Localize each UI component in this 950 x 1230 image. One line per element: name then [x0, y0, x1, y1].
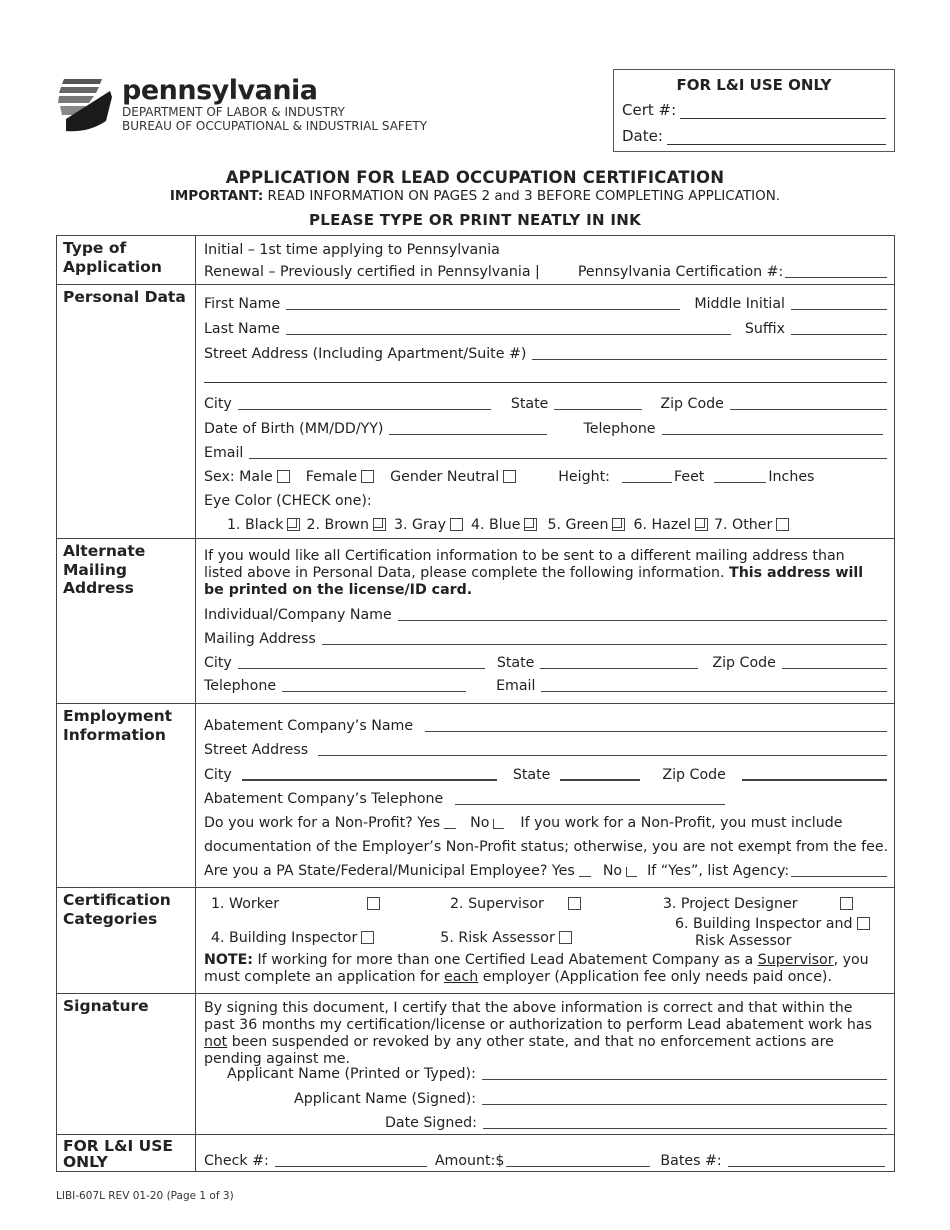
dept-line-1: DEPARTMENT OF LABOR & INDUSTRY: [122, 105, 345, 119]
section-label: FOR L&I USE ONLY: [57, 1135, 196, 1171]
mailing-label: Mailing Address: [204, 631, 316, 647]
cert-note: [204, 952, 886, 986]
date-field[interactable]: [667, 131, 886, 145]
amount-label: Amount:$: [434, 1153, 505, 1169]
form-number: LIBI-607L REV 01-20 (Page 1 of 3): [56, 1190, 234, 1202]
amount-field[interactable]: [506, 1154, 650, 1167]
eye-gray-label: 3. Gray: [394, 517, 446, 533]
nonprofit-question: Do you work for a Non-Profit? Yes: [204, 815, 441, 831]
printed-name-row: [227, 1062, 887, 1082]
inspector-risk-checkbox[interactable]: [857, 917, 870, 930]
alternate-intro-bold: This address will be printed on the license/ID card.: [204, 565, 864, 598]
dob-row: [204, 417, 887, 437]
printed-name-label: Applicant Name (Printed or Typed):: [227, 1066, 476, 1082]
city-label: City: [204, 396, 232, 412]
inspector-checkbox[interactable]: [361, 931, 374, 944]
employer-zip-label: Zip Code: [662, 767, 726, 783]
pa-cert-number-field[interactable]: [785, 265, 887, 278]
eye-color-row: [204, 489, 887, 509]
email-row: [204, 441, 887, 461]
eye-hazel-label: 6. Hazel: [633, 517, 691, 533]
state-field[interactable]: [554, 397, 642, 410]
alt-zip-field[interactable]: [782, 656, 887, 669]
gender-neutral-checkbox[interactable]: [503, 470, 516, 483]
first-name-field[interactable]: [286, 297, 680, 310]
company-label: Individual/Company Name: [204, 607, 392, 623]
last-name-field[interactable]: [286, 322, 731, 335]
alt-state-field[interactable]: [540, 656, 698, 669]
telephone-label: Telephone: [583, 421, 656, 437]
keystone-logo-icon: [58, 77, 118, 133]
employer-zip-field[interactable]: [742, 768, 887, 781]
renewal-option[interactable]: Renewal – Previously certified in Pennsylvania |: [204, 264, 540, 280]
alt-zip-label: Zip Code: [712, 655, 776, 671]
note-text-1: If working for more than one Certified Lead Abatement Company as a: [252, 952, 758, 968]
middle-initial-field[interactable]: [791, 297, 887, 310]
eye-other-label: 7. Other: [713, 517, 773, 533]
pa-employee-row: [204, 859, 887, 879]
eye-black-label: 1. Black: [227, 517, 284, 533]
alt-city-row: [204, 651, 887, 671]
section-label: Signature: [57, 994, 196, 1134]
telephone-field[interactable]: [662, 422, 883, 435]
inspector-risk-option: [675, 916, 874, 950]
nonprofit-no-label: No: [470, 815, 490, 831]
worker-checkbox[interactable]: [367, 897, 380, 910]
street-field[interactable]: [532, 347, 887, 360]
eye-brown-checkbox[interactable]: [373, 518, 386, 531]
eye-gray-checkbox[interactable]: [450, 518, 463, 531]
pa-employee-no-label: No: [602, 863, 623, 879]
employer-city-label: City: [204, 767, 232, 783]
note-text-2: , you must complete an application for: [204, 952, 869, 985]
last-name-label: Last Name: [204, 321, 280, 337]
employment-section: [57, 704, 894, 888]
alternate-intro-text: If you would like all Certification information to be sent to a different mailing address than listed above in Personal Data, please complete the following information.: [204, 548, 845, 581]
li-use-only-box: [613, 69, 895, 152]
li-use-section: [57, 1135, 894, 1171]
statement-text-1: By signing this document, I certify that the above information is correct and that within the past 36 months my certification/license or authorization to perform Lead abatement work has: [204, 1000, 872, 1033]
initial-row: [204, 238, 887, 258]
supervisor-checkbox[interactable]: [568, 897, 581, 910]
inspector-label: 4. Building Inspector: [211, 930, 358, 946]
supervisor-label: 2. Supervisor: [450, 896, 544, 912]
eye-hazel-checkbox[interactable]: [695, 518, 708, 531]
alt-phone-row: [204, 674, 887, 694]
li-use-row: [204, 1149, 887, 1169]
eye-green-label: 5. Green: [547, 517, 609, 533]
risk-assessor-checkbox[interactable]: [559, 931, 572, 944]
inspector-risk-label-2: Risk Assessor: [695, 933, 792, 949]
employer-name-row: [204, 714, 887, 734]
statement-not: not: [204, 1034, 228, 1050]
sex-male-label: Sex: Male: [204, 469, 273, 485]
agency-field[interactable]: [791, 864, 887, 877]
eye-black-checkbox[interactable]: [287, 518, 300, 531]
employer-name-label: Abatement Company’s Name: [204, 718, 414, 734]
section-label: Employment Information: [57, 704, 196, 887]
employer-name-field[interactable]: [425, 719, 887, 732]
signed-name-row: [294, 1087, 887, 1107]
section-label: Certification Categories: [57, 888, 196, 993]
gender-neutral-label: Gender Neutral: [390, 469, 500, 485]
signed-name-label: Applicant Name (Signed):: [294, 1091, 477, 1107]
employer-state-field[interactable]: [560, 768, 640, 781]
name-row: [204, 292, 887, 312]
email-label: Email: [204, 445, 244, 461]
li-box-title: FOR L&I USE ONLY: [676, 76, 832, 94]
cert-number-row: [622, 101, 886, 119]
street-field-line-2[interactable]: [204, 382, 887, 383]
sex-height-row: [204, 465, 887, 485]
mailing-field[interactable]: [322, 632, 887, 645]
alternate-mailing-section: [57, 539, 894, 704]
employer-city-field[interactable]: [242, 768, 497, 781]
alt-telephone-field[interactable]: [282, 679, 466, 692]
certification-section: [57, 888, 894, 994]
application-form: [56, 235, 895, 1172]
signature-section: [57, 994, 894, 1135]
city-row: [204, 392, 887, 412]
alternate-intro: [204, 548, 886, 599]
company-field[interactable]: [398, 608, 887, 621]
section-label: Personal Data: [57, 285, 196, 538]
employer-street-field[interactable]: [318, 743, 887, 756]
risk-assessor-label: 5. Risk Assessor: [440, 930, 555, 946]
employer-street-label: Street Address: [204, 742, 309, 758]
renewal-row: [204, 260, 887, 280]
pa-employee-yes-field[interactable]: [579, 865, 591, 877]
eye-color-options: [227, 513, 887, 533]
state-name: pennsylvania: [122, 75, 318, 106]
alt-email-field[interactable]: [541, 679, 887, 692]
middle-initial-label: Middle Initial: [694, 296, 785, 312]
personal-data-section: [57, 285, 894, 539]
designer-checkbox[interactable]: [840, 897, 853, 910]
height-label: Height:: [558, 469, 610, 485]
height-feet-field[interactable]: [622, 470, 672, 483]
note-label: NOTE:: [204, 952, 253, 968]
alt-city-field[interactable]: [238, 656, 485, 669]
dob-label: Date of Birth (MM/DD/YY): [204, 421, 384, 437]
bates-field[interactable]: [728, 1154, 885, 1167]
pa-cert-number-label: Pennsylvania Certification #:: [577, 264, 784, 280]
nonprofit-note: If you work for a Non-Profit, you must include: [520, 815, 843, 831]
agency-label: If “Yes”, list Agency:: [647, 863, 790, 879]
email-field[interactable]: [249, 446, 887, 459]
eye-blue-label: 4. Blue: [470, 517, 521, 533]
employer-street-row: [204, 738, 887, 758]
street-row: [204, 342, 887, 362]
date-signed-label: Date Signed:: [385, 1115, 477, 1131]
check-field[interactable]: [275, 1154, 427, 1167]
alt-state-label: State: [496, 655, 535, 671]
pa-employee-question: Are you a PA State/Federal/Municipal Employee? Yes: [204, 863, 575, 879]
signed-name-field[interactable]: [482, 1092, 887, 1105]
employer-phone-label: Abatement Company’s Telephone: [204, 791, 444, 807]
print-instruction: PLEASE TYPE OR PRINT NEATLY IN INK: [309, 211, 641, 229]
section-label: Alternate Mailing Address: [57, 539, 196, 703]
department-name: [122, 105, 427, 133]
alt-city-label: City: [204, 655, 232, 671]
dept-line-2: BUREAU OF OCCUPATIONAL & INDUSTRIAL SAFETY: [122, 119, 428, 133]
nonprofit-row: [204, 811, 887, 831]
pa-employee-no-field[interactable]: [626, 867, 637, 877]
cert-row-1: [211, 892, 887, 912]
initial-option[interactable]: Initial – 1st time applying to Pennsylvania: [204, 242, 500, 258]
suffix-field[interactable]: [791, 322, 887, 335]
pennsylvania-logo: [58, 77, 478, 137]
dob-field[interactable]: [389, 422, 547, 435]
male-checkbox[interactable]: [277, 470, 290, 483]
company-row: [204, 603, 887, 623]
important-label: IMPORTANT:: [169, 188, 264, 204]
street-label: Street Address (Including Apartment/Suite #): [204, 346, 527, 362]
inspector-risk-label: 6. Building Inspector and: [675, 916, 853, 932]
note-each: each: [444, 969, 479, 985]
note-supervisor: Supervisor: [757, 952, 834, 968]
cert-number-field[interactable]: [680, 105, 886, 119]
inches-label: Inches: [768, 469, 815, 485]
date-label: Date:: [622, 127, 663, 145]
eye-green-checkbox[interactable]: [612, 518, 625, 531]
female-label: Female: [305, 469, 358, 485]
employer-state-label: State: [512, 767, 551, 783]
zip-field[interactable]: [730, 397, 887, 410]
state-label: State: [510, 396, 549, 412]
feet-label: Feet: [673, 469, 705, 485]
nonprofit-yes-field[interactable]: [444, 817, 456, 829]
date-row: [622, 127, 886, 145]
bates-label: Bates #:: [660, 1153, 722, 1169]
employer-city-row: [204, 763, 887, 783]
alt-telephone-label: Telephone: [204, 678, 277, 694]
height-inches-field[interactable]: [714, 470, 766, 483]
alt-email-label: Email: [496, 678, 536, 694]
eye-color-label: Eye Color (CHECK one):: [204, 493, 372, 509]
city-field[interactable]: [238, 397, 491, 410]
eye-blue-checkbox[interactable]: [524, 518, 537, 531]
first-name-label: First Name: [204, 296, 281, 312]
section-label: Type of Application: [57, 236, 196, 284]
important-note: [0, 188, 950, 204]
suffix-label: Suffix: [744, 321, 785, 337]
important-text: READ INFORMATION ON PAGES 2 and 3 BEFORE COMPLETING APPLICATION.: [263, 188, 781, 204]
cert-label: Cert #:: [622, 101, 677, 119]
worker-label: 1. Worker: [211, 896, 280, 912]
eye-other-checkbox[interactable]: [776, 518, 789, 531]
note-text-3: employer (Application fee only needs paid once).: [478, 969, 832, 985]
last-name-row: [204, 317, 887, 337]
form-title: APPLICATION FOR LEAD OCCUPATION CERTIFICATION: [225, 168, 725, 187]
employer-phone-field[interactable]: [455, 792, 725, 805]
date-signed-row: [385, 1111, 887, 1131]
nonprofit-no-field[interactable]: [493, 819, 504, 829]
nonprofit-note-row: [204, 835, 887, 855]
zip-label: Zip Code: [660, 396, 724, 412]
mailing-row: [204, 627, 887, 647]
designer-label: 3. Project Designer: [662, 896, 798, 912]
female-checkbox[interactable]: [361, 470, 374, 483]
nonprofit-note-2: documentation of the Employer’s Non-Profit status; otherwise, you are not exempt from the fee.: [204, 839, 889, 855]
date-signed-field[interactable]: [483, 1116, 887, 1129]
statement-text-2: been suspended or revoked by any other state, and that no enforcement actions are pending against me.: [204, 1034, 834, 1067]
printed-name-field[interactable]: [482, 1067, 887, 1080]
check-label: Check #:: [204, 1153, 269, 1169]
type-of-application-section: [57, 236, 894, 285]
certification-statement: [204, 1000, 886, 1068]
employer-phone-row: [204, 787, 887, 807]
eye-brown-label: 2. Brown: [306, 517, 370, 533]
